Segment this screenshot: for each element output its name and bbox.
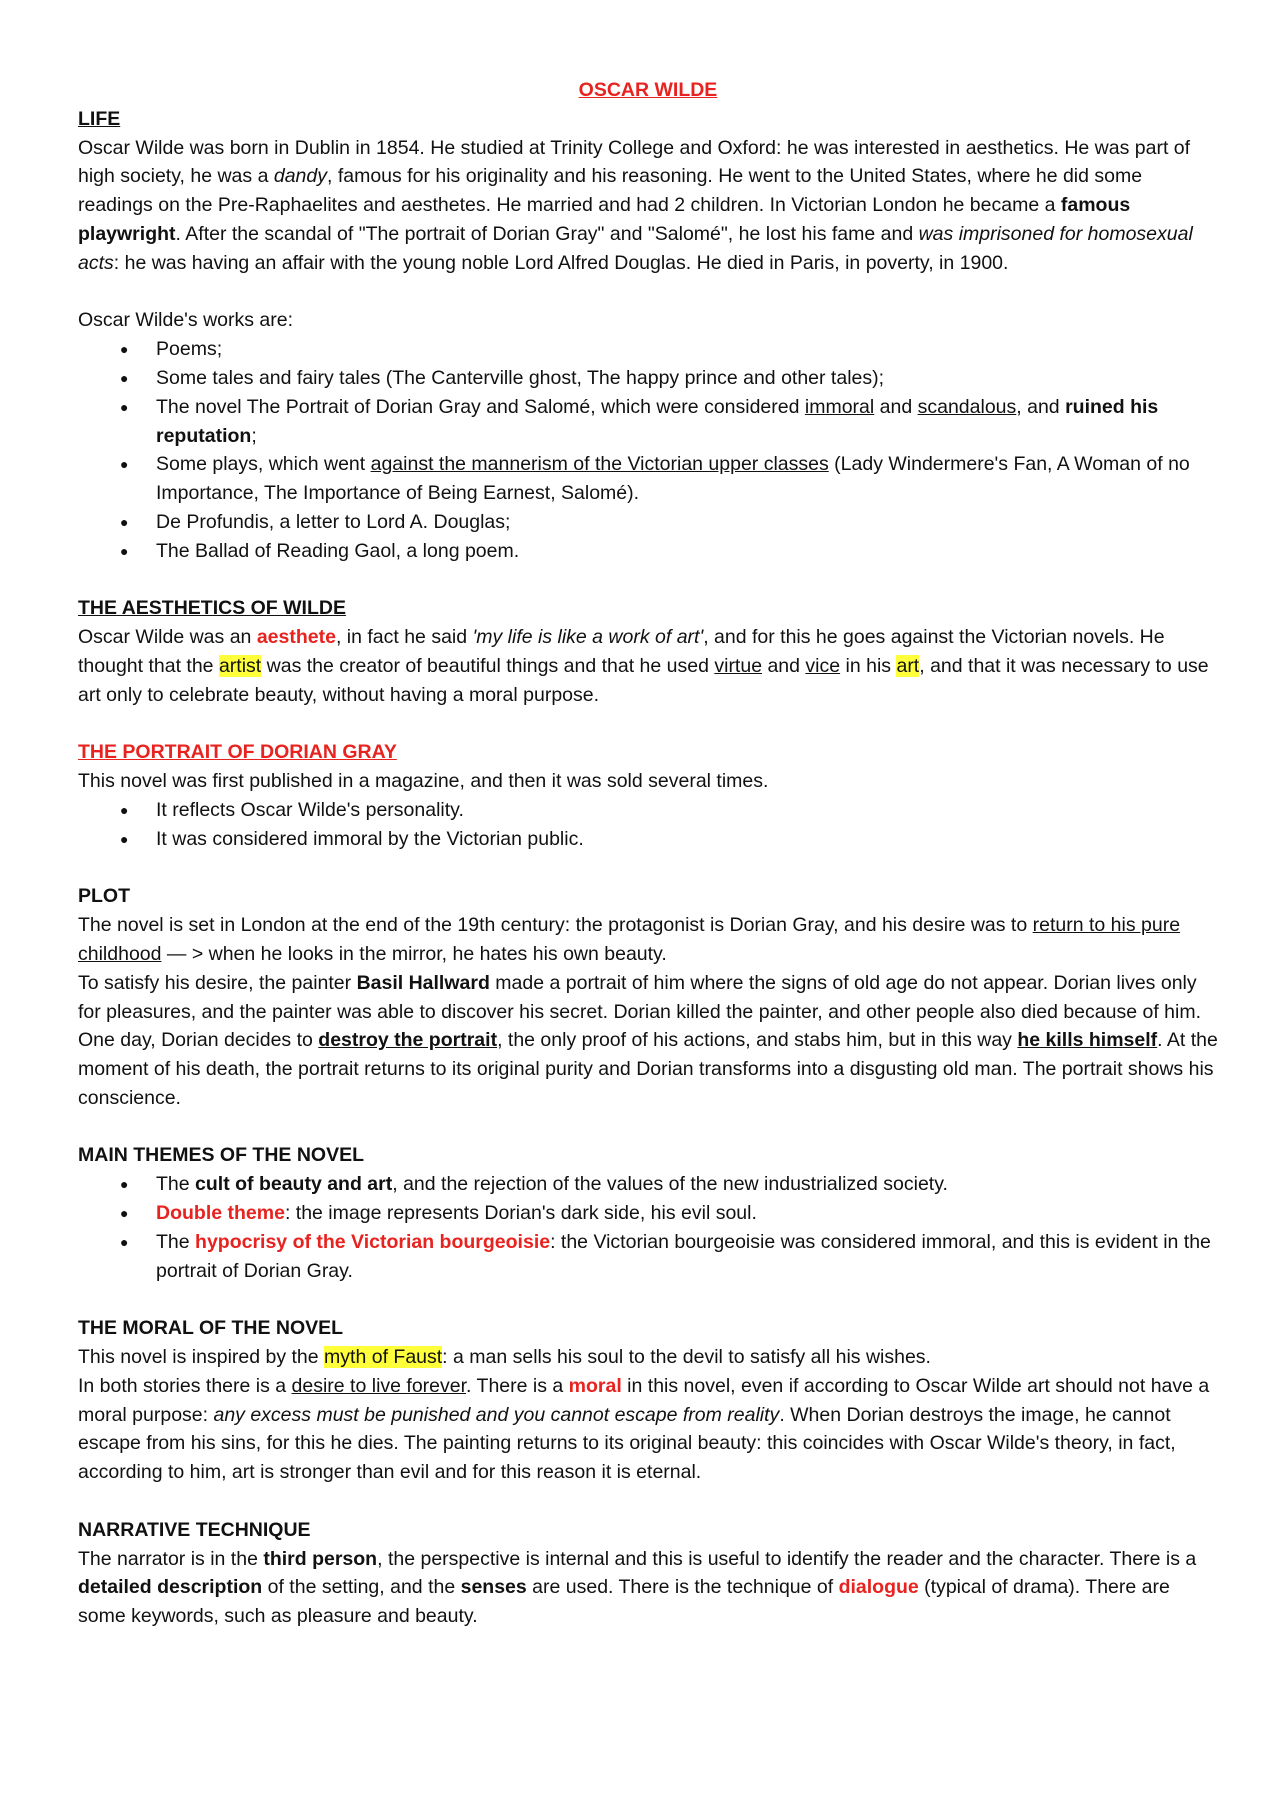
list-item: ● The hypocrisy of the Victorian bourgeoisie: the Victorian bourgeoisie was considered immoral, and this is evident in the portrait of Dorian Gray. <box>78 1228 1218 1286</box>
life-paragraph: Oscar Wilde was born in Dublin in 1854. He studied at Trinity College and Oxford: he was interested in aesthetics. He was part of high society, he was a dandy, famous for his originality and his reasoning. He went to the United States, where he did some readings on the Pre-Raphaelites and aesthetes. He married and had 2 children. In Victorian London he became a famous playwright. After the scandal of "The portrait of Dorian Gray" and "Salomé", he lost his fame and was imprisoned for homosexual acts: he was having an affair with the young noble Lord Alfred Douglas. He died in Paris, in poverty, in 1900. <box>78 136 1193 274</box>
list-item: ● It reflects Oscar Wilde's personality. <box>78 796 1218 825</box>
life-heading: LIFE <box>78 107 121 130</box>
list-item: ● The Ballad of Reading Gaol, a long poem. <box>78 537 1218 566</box>
list-item: ● Double theme: the image represents Dorian's dark side, his evil soul. <box>78 1199 1218 1228</box>
list-item: ● De Profundis, a letter to Lord A. Douglas; <box>78 508 1218 537</box>
narrative-paragraph: The narrator is in the third person, the perspective is internal and this is useful to identify the reader and the character. There is a detailed description of the setting, and the senses are used. There is the technique of dialogue (typical of drama). There are some keywords, such as pleasure and beauty. <box>78 1547 1197 1628</box>
moral-paragraph-1: This novel is inspired by the myth of Faust: a man sells his soul to the devil to satisfy all his wishes. <box>78 1346 931 1369</box>
moral-paragraph-2: In both stories there is a desire to live forever. There is a moral in this novel, even if according to Oscar Wilde art should not have a moral purpose: any excess must be punished and you cannot escape from reality. When Dorian destroys the image, he cannot escape from his sins, for this he dies. The painting returns to its original beauty: this coincides with Oscar Wilde's theory, in fact, according to him, art is stronger than evil and for this reason it is eternal. <box>78 1374 1210 1484</box>
aesthetics-heading: THE AESTHETICS OF WILDE <box>78 597 346 620</box>
portrait-list <box>78 796 1218 854</box>
document-title: OSCAR WILDE <box>578 79 718 101</box>
document-page <box>78 76 1218 1631</box>
narrative-heading: NARRATIVE TECHNIQUE <box>78 1518 311 1541</box>
plot-paragraph-1: The novel is set in London at the end of the 19th century: the protagonist is Dorian Gray, and his desire was to return to his pure childhood — > when he looks in the mirror, he hates his own beauty. <box>78 914 1181 965</box>
list-item: ● Poems; <box>78 335 1218 364</box>
moral-heading: THE MORAL OF THE NOVEL <box>78 1317 344 1340</box>
themes-heading: MAIN THEMES OF THE NOVEL <box>78 1144 365 1167</box>
list-item: ● Some plays, which went against the mannerism of the Victorian upper classes (Lady Windermere's Fan, A Woman of no Importance, The Importance of Being Earnest, Salomé). <box>78 450 1218 508</box>
portrait-paragraph: This novel was first published in a magazine, and then it was sold several times. <box>78 770 769 793</box>
portrait-heading: THE PORTRAIT OF DORIAN GRAY <box>78 741 397 764</box>
aesthetics-paragraph: Oscar Wilde was an aesthete, in fact he said 'my life is like a work of art', and for this he goes against the Victorian novels. He thought that the artist was the creator of beautiful things and that he used virtue and vice in his art, and that it was necessary to use art only to celebrate beauty, without having a moral purpose. <box>78 626 1209 706</box>
list-item: ● The novel The Portrait of Dorian Gray and Salomé, which were considered immoral and scandalous, and ruined his reputation; <box>78 393 1218 451</box>
list-item: ● The cult of beauty and art, and the rejection of the values of the new industrialized society. <box>78 1170 1218 1199</box>
works-intro: Oscar Wilde's works are: <box>78 309 294 332</box>
list-item: ● Some tales and fairy tales (The Canterville ghost, The happy prince and other tales); <box>78 364 1218 393</box>
plot-paragraph-2: To satisfy his desire, the painter Basil Hallward made a portrait of him where the signs of old age do not appear. Dorian lives only for pleasures, and the painter was able to discover his secret. Dorian killed the painter, and other people also died because of him. One day, Dorian decides to destroy the portrait, the only proof of his actions, and stabs him, but in this way he kills himself. At the moment of his death, the portrait returns to its original purity and Dorian transforms into a disgusting old man. The portrait shows his conscience. <box>78 971 1218 1109</box>
themes-list <box>78 1170 1218 1285</box>
list-item: ● It was considered immoral by the Victorian public. <box>78 825 1218 854</box>
plot-heading: PLOT <box>78 885 130 908</box>
works-list <box>78 335 1218 565</box>
